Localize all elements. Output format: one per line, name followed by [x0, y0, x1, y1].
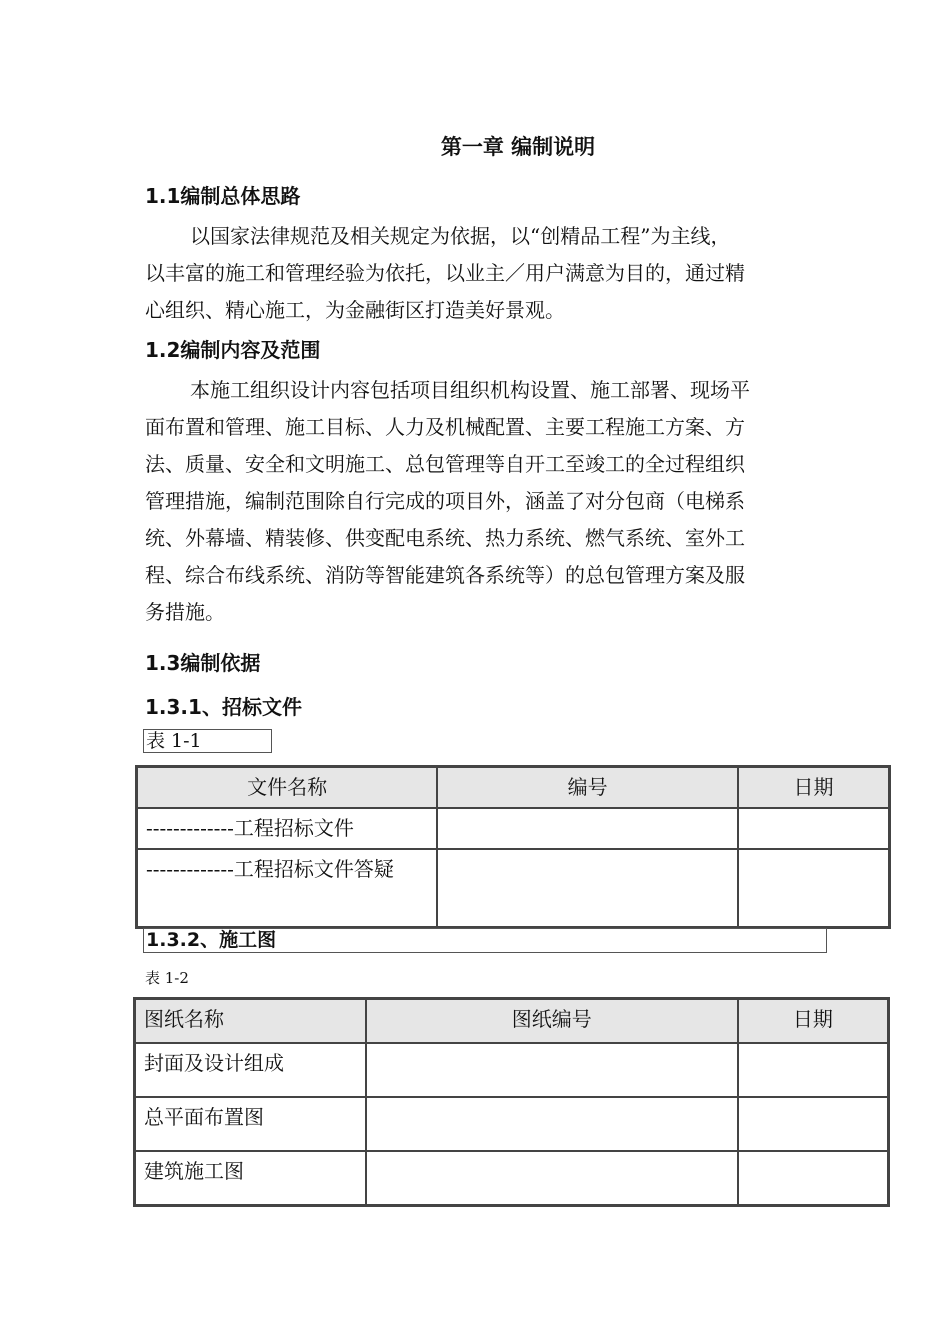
table-cell — [738, 1043, 888, 1097]
table-row — [137, 849, 889, 927]
table-header-cell: 日期 — [738, 999, 888, 1043]
table-cell: -------------工程招标文件 — [137, 808, 437, 849]
table-header-row — [137, 767, 889, 808]
paragraph-line: 面布置和管理、施工目标、人力及机械配置、主要工程施工方案、方 — [145, 415, 745, 439]
table-cell — [738, 849, 889, 927]
table-row — [135, 1097, 888, 1151]
paragraph-line: 本施工组织设计内容包括项目组织机构设置、施工部署、现场平 — [190, 378, 750, 402]
paragraph-line: 务措施。 — [145, 600, 225, 624]
table-row — [135, 1043, 888, 1097]
table-cell — [437, 808, 738, 849]
section-paragraph-1-1 — [145, 218, 820, 329]
section-heading-1-3-2: 1.3.2、施工图 — [143, 928, 827, 953]
table-cell — [366, 1151, 738, 1205]
paragraph-line: 法、质量、安全和文明施工、总包管理等自开工至竣工的全过程组织 — [145, 452, 745, 476]
table-cell — [437, 849, 738, 927]
table-cell: 封面及设计组成 — [135, 1043, 366, 1097]
table-cell — [738, 1151, 888, 1205]
paragraph-line: 程、综合布线系统、消防等智能建筑各系统等）的总包管理方案及服 — [145, 563, 745, 587]
table-header-cell: 文件名称 — [137, 767, 437, 808]
section-heading-1-3: 1.3编制依据 — [145, 651, 261, 675]
table-cell — [366, 1043, 738, 1097]
table-row — [137, 808, 889, 849]
paragraph-line: 心组织、精心施工，为金融街区打造美好景观。 — [145, 298, 565, 322]
table-cell: 总平面布置图 — [135, 1097, 366, 1151]
table-cell — [738, 808, 889, 849]
table-header-cell: 图纸编号 — [366, 999, 738, 1043]
paragraph-line: 以国家法律规范及相关规定为依据，以“创精品工程”为主线， — [190, 224, 731, 248]
table-header-cell: 日期 — [738, 767, 889, 808]
table-bid-documents — [135, 765, 891, 929]
paragraph-line: 管理措施，编制范围除自行完成的项目外，涵盖了对分包商（电梯系 — [145, 489, 745, 513]
section-paragraph-1-2 — [145, 372, 820, 631]
table-header-row — [135, 999, 888, 1043]
table2-caption: 表 1-2 — [145, 969, 189, 987]
table-cell: -------------工程招标文件答疑 — [137, 849, 437, 927]
paragraph-line: 统、外幕墙、精装修、供变配电系统、热力系统、燃气系统、室外工 — [145, 526, 745, 550]
table-header-cell: 编号 — [437, 767, 738, 808]
section-heading-1-1: 1.1编制总体思路 — [145, 184, 301, 208]
table-cell — [738, 1097, 888, 1151]
table-header-cell: 图纸名称 — [135, 999, 366, 1043]
table-cell — [366, 1097, 738, 1151]
chapter-title: 第一章 编制说明 — [440, 135, 596, 159]
table-drawings — [133, 997, 890, 1207]
table-cell: 建筑施工图 — [135, 1151, 366, 1205]
section-heading-1-2: 1.2编制内容及范围 — [145, 338, 321, 362]
paragraph-line: 以丰富的施工和管理经验为依托，以业主／用户满意为目的，通过精 — [145, 261, 745, 285]
section-heading-1-3-1: 1.3.1、招标文件 — [145, 695, 302, 719]
table-row — [135, 1151, 888, 1205]
table1-caption: 表 1-1 — [143, 729, 272, 753]
